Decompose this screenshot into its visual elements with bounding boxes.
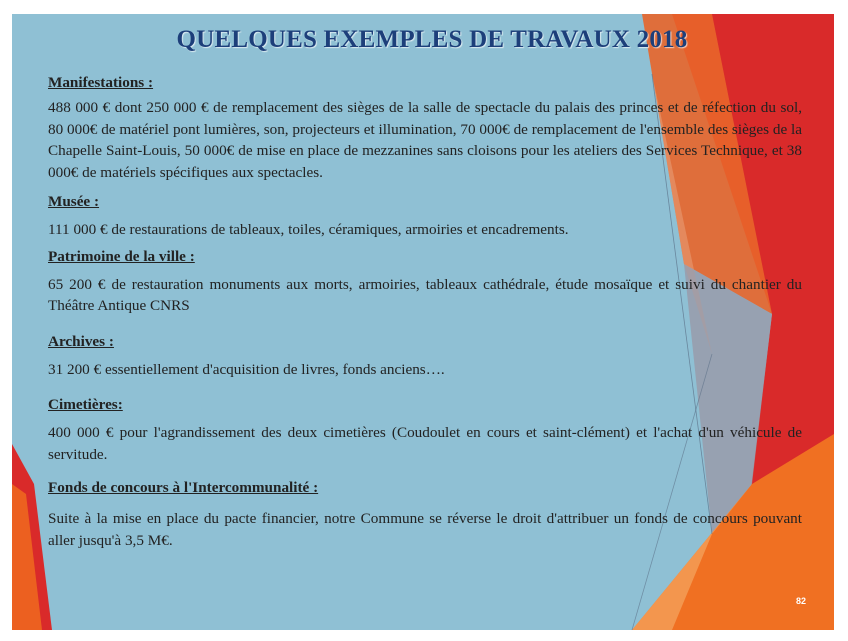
slide-title: QUELQUES EXEMPLES DE TRAVAUX 2018 <box>176 26 688 53</box>
section-heading-cimetieres: Cimetières: <box>48 396 123 413</box>
section-text-musee: 111 000 € de restaurations de tableaux, toiles, céramiques, armoiries et encadrements. <box>48 221 569 238</box>
section-text-fonds-de-concours: Suite à la mise en place du pacte financier, notre Commune se réverse le droit d'attribuer un fonds de concours pouvant aller jusqu'à 3,5 M€. <box>48 510 802 549</box>
section-heading-musee: Musée : <box>48 193 100 210</box>
section-text-cimetieres: 400 000 € pour l'agrandissement des deux cimetières (Coudoulet en cours et saint-clément) et l'achat d'un véhicule de servitude. <box>48 424 802 463</box>
section-text-archives: 31 200 € essentiellement d'acquisition de livres, fonds anciens…. <box>48 360 445 378</box>
page-number: 82 <box>795 596 806 606</box>
content-body <box>48 72 802 551</box>
section-text-manifestations: 488 000 € dont 250 000 € de remplacement des sièges de la salle de spectacle du palais des princes et de réfection du sol, 80 000€ de matériel pont lumières, son, projecteurs et illumination, 70 000€ de remplacement de l'ensemble des sièges de la Chapelle Saint-Louis, 50 000€ de mise en place de mezzanines sans cloisons pour les ateliers des Services Technique, et 38 000€ de matériels spécifiques aux spectacles. <box>48 99 802 181</box>
section-heading-fonds-de-concours: Fonds de concours à l'Intercommunalité : <box>48 479 319 496</box>
slide <box>12 14 834 630</box>
section-heading-archives: Archives : <box>48 332 114 350</box>
section-heading-patrimoine: Patrimoine de la ville : <box>48 247 195 265</box>
section-heading-manifestations: Manifestations : <box>48 74 154 91</box>
section-text-patrimoine: 65 200 € de restauration monuments aux morts, armoiries, tableaux cathédrale, étude mosaïque et suivi du chantier du Théâtre Antique CNRS <box>48 275 802 314</box>
